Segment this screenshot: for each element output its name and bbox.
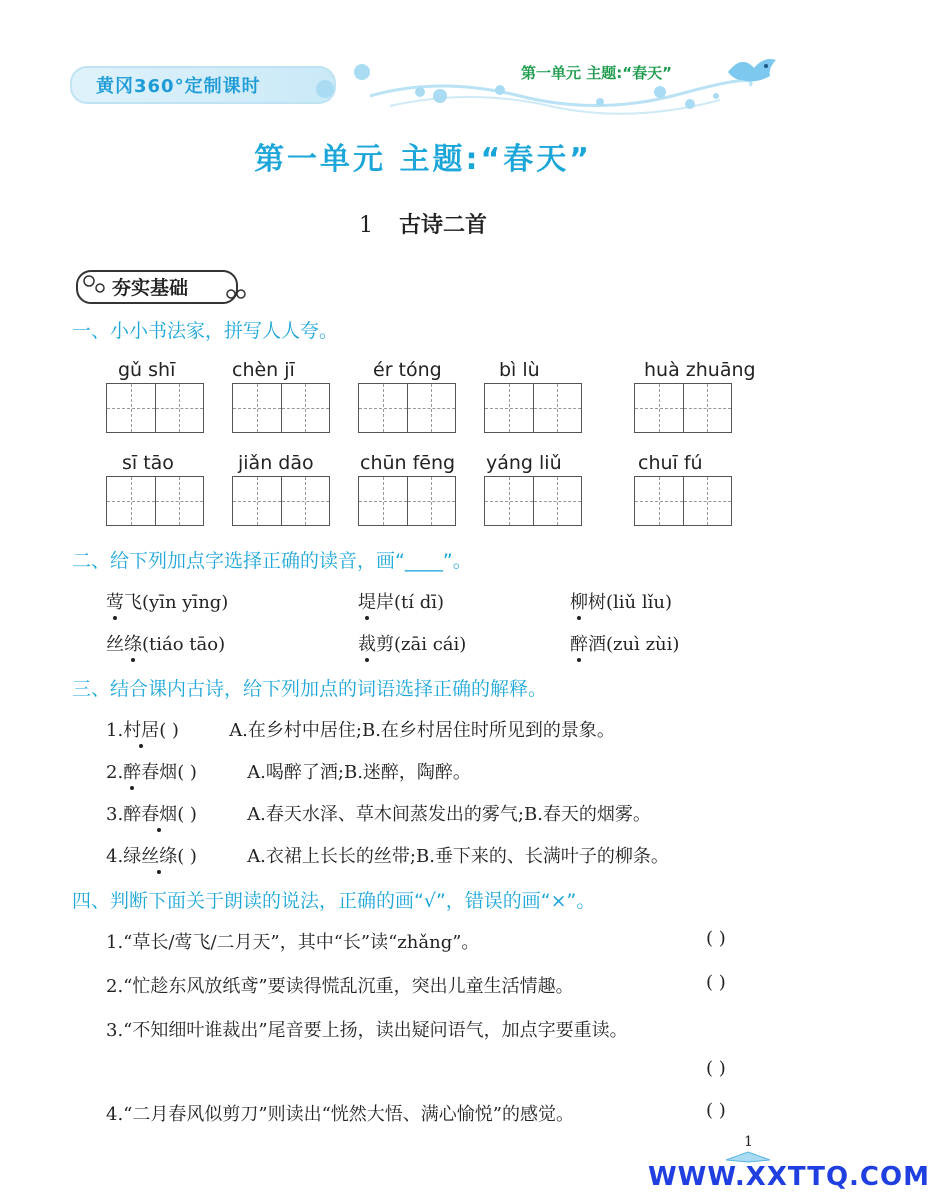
pinyin-label: jiǎn dāo xyxy=(238,452,314,474)
writing-grid[interactable] xyxy=(358,383,456,433)
meaning-options: A.在乡村中居住;B.在乡村居住时所见到的景象。 xyxy=(229,720,615,741)
dotted-char: 裁 xyxy=(358,630,376,656)
bubble-decoration xyxy=(316,80,334,98)
dotted-char: 柳 xyxy=(570,588,588,614)
reading-choice[interactable] xyxy=(358,630,466,656)
reading-choice[interactable] xyxy=(570,630,679,656)
lesson-name: 古诗二首 xyxy=(398,212,487,238)
meaning-options: A.喝醉了酒;B.迷醉，陶醉。 xyxy=(247,762,471,783)
answer-paren[interactable]: ( ) xyxy=(159,720,179,741)
judgement-item: 3.“不知细叶谁裁出”尾音要上扬，读出疑问语气，加点字要重读。 xyxy=(106,1020,628,1041)
answer-paren[interactable]: ( ) xyxy=(177,846,197,867)
pinyin-label: yáng liǔ xyxy=(486,452,562,474)
answer-paren[interactable]: ( ) xyxy=(706,1058,726,1079)
brand-label: 黄冈360°定制课时 xyxy=(96,76,261,97)
dotted-char: 莺 xyxy=(106,588,124,614)
writing-grid[interactable] xyxy=(358,476,456,526)
meaning-item xyxy=(106,716,615,742)
word-prefix: 醉 xyxy=(123,804,142,825)
item-number: 4. xyxy=(106,846,124,867)
answer-paren[interactable]: ( ) xyxy=(177,804,197,825)
bubbles-icon xyxy=(226,286,248,302)
pinyin-label: sī tāo xyxy=(122,452,174,474)
dotted-word: 醉 xyxy=(123,758,141,784)
answer-paren[interactable]: ( ) xyxy=(706,928,726,949)
writing-grid[interactable] xyxy=(106,476,204,526)
writing-grid[interactable] xyxy=(106,383,204,433)
bubbles-icon xyxy=(82,274,108,296)
reading-choice[interactable] xyxy=(106,588,228,614)
answer-paren[interactable]: ( ) xyxy=(706,972,726,993)
pinyin-label: huà zhuāng xyxy=(644,359,756,381)
pinyin-label: ér tóng xyxy=(373,359,442,381)
meaning-options: A.春天水泽、草木间蒸发出的雾气;B.春天的烟雾。 xyxy=(247,804,651,825)
choice-text: 剪(zāi cái) xyxy=(376,634,467,655)
writing-grid[interactable] xyxy=(634,383,732,433)
section-title: 夯实基础 xyxy=(112,277,189,299)
choice-text: (tiáo tāo) xyxy=(142,634,226,655)
judgement-item: 1.“草长/莺飞/二月天”，其中“长”读“zhǎng”。 xyxy=(106,932,480,953)
pinyin-label: bì lù xyxy=(499,359,540,381)
pinyin-label: chūn fēng xyxy=(360,452,456,474)
question-4-heading: 四、判断下面关于朗读的说法，正确的画“√”，错误的画“×”。 xyxy=(72,890,596,912)
dotted-char: 醉 xyxy=(570,630,588,656)
question-3-heading: 三、结合课内古诗，给下列加点的词语选择正确的解释。 xyxy=(72,678,548,700)
writing-grid[interactable] xyxy=(634,476,732,526)
reading-choice[interactable] xyxy=(570,588,672,614)
bird-icon xyxy=(724,50,780,90)
question-2-heading: 二、给下列加点字选择正确的读音，画“____”。 xyxy=(72,550,472,572)
answer-paren[interactable]: ( ) xyxy=(177,762,197,783)
writing-grid[interactable] xyxy=(232,383,330,433)
choice-text: 岸(tí dī) xyxy=(376,592,445,613)
meaning-options: A.衣裙上长长的丝带;B.垂下来的、长满叶子的柳条。 xyxy=(247,846,669,867)
reading-choice[interactable] xyxy=(358,588,444,614)
writing-grid[interactable] xyxy=(232,476,330,526)
judgement-item: 2.“忙趁东风放纸鸢”要读得慌乱沉重，突出儿童生活情趣。 xyxy=(106,976,574,997)
writing-grid[interactable] xyxy=(484,383,582,433)
lesson-number: 1 xyxy=(358,213,373,238)
unit-title: 第一单元 主题:“春天” xyxy=(254,142,592,177)
choice-text: 酒(zuì zùi) xyxy=(588,634,680,655)
dotted-char: 绦 xyxy=(124,630,142,656)
choice-prefix: 丝 xyxy=(106,634,124,655)
header-unit-label: 第一单元 主题:“春天” xyxy=(521,64,672,82)
meaning-item xyxy=(106,758,471,784)
dotted-word: 村居 xyxy=(123,716,159,742)
choice-text: 飞(yīn yīng) xyxy=(124,592,229,613)
judgement-item: 4.“二月春风似剪刀”则读出“恍然大悟、满心愉悦”的感觉。 xyxy=(106,1104,574,1125)
word-prefix: 绿 xyxy=(123,846,142,867)
meaning-item xyxy=(106,800,651,826)
pinyin-label: chèn jī xyxy=(232,359,295,381)
item-number: 2. xyxy=(106,762,124,783)
lesson-title xyxy=(0,208,846,239)
question-1-heading: 一、小小书法家，拼写人人夸。 xyxy=(72,320,339,342)
dotted-word: 丝绦 xyxy=(141,842,177,868)
word-rest: 春烟 xyxy=(141,762,178,783)
watermark: WWW.XXTTQ.COM xyxy=(648,1162,930,1192)
dotted-word: 春烟 xyxy=(141,800,177,826)
reading-choice[interactable] xyxy=(106,630,225,656)
pinyin-label: gǔ shī xyxy=(118,359,176,381)
pinyin-label: chuī fú xyxy=(638,452,703,474)
choice-text: 树(liǔ lǐu) xyxy=(588,592,672,613)
meaning-item xyxy=(106,842,669,868)
item-number: 3. xyxy=(106,804,124,825)
dotted-char: 堤 xyxy=(358,588,376,614)
item-number: 1. xyxy=(106,720,124,741)
writing-grid[interactable] xyxy=(484,476,582,526)
answer-paren[interactable]: ( ) xyxy=(706,1100,726,1121)
page-number: 1 xyxy=(744,1134,753,1150)
